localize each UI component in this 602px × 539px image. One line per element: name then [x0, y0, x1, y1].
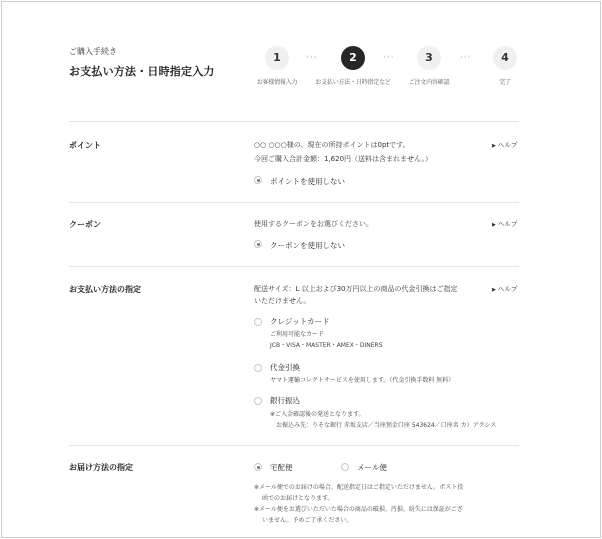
cod-sub1: ヤマト運輸コレクトサービスを使用します。（代金引換手数料 無料）	[270, 377, 455, 384]
cod-label[interactable]: 代金引換	[270, 363, 300, 372]
points-help-link[interactable]	[492, 140, 517, 149]
bank-transfer-account: お振込み先：りそな銀行 赤坂支店／当座預金口座 543624／口座名 カ）アクシス	[276, 422, 497, 429]
coupon-instruction-text: 使用するクーポンをお選びください。	[254, 220, 373, 228]
step-4-number: 4	[493, 46, 517, 70]
takuhaibin-label[interactable]: 宅配便	[270, 463, 293, 472]
help-label: ヘルプ	[497, 220, 518, 228]
bank-transfer-radio[interactable]	[254, 397, 262, 405]
bank-transfer-sub1: ※ご入金確認後の発送となります。	[270, 411, 365, 418]
step-2-number: 2	[341, 46, 365, 70]
takuhaibin-radio[interactable]	[254, 463, 262, 471]
step-arrow-icon: ›››	[460, 53, 472, 61]
divider	[69, 445, 519, 446]
page-subtitle: ご購入手続き	[69, 47, 117, 56]
coupon-no-use-label[interactable]: クーポンを使用しない	[270, 241, 345, 250]
delivery-note-line2: 函でのお届けとなります。	[262, 495, 334, 502]
credit-card-label[interactable]: クレジットカード	[270, 317, 330, 326]
triangle-right-icon: ▶	[492, 143, 496, 149]
triangle-right-icon: ▶	[492, 287, 496, 293]
cod-radio[interactable]	[254, 364, 262, 372]
step-3-label: ご注文内容確認	[408, 79, 450, 86]
step-1-number: 1	[265, 46, 289, 70]
points-total-text: 今回ご購入合計金額：1,620円（送料は含まれません。）	[254, 155, 432, 163]
step-3	[389, 46, 472, 86]
page-title: お支払い方法・日時指定入力	[69, 65, 215, 78]
delivery-section-label: お届け方法の指定	[69, 463, 133, 472]
points-no-use-label[interactable]: ポイントを使用しない	[270, 177, 345, 186]
step-arrow-icon: ›››	[306, 53, 318, 61]
help-label: ヘルプ	[497, 141, 518, 149]
payment-note-line2: いただけません。	[254, 297, 311, 305]
credit-card-brands: JCB・VISA・MASTER・AMEX・DINERS	[270, 342, 383, 349]
step-1	[237, 46, 317, 86]
mail-delivery-radio[interactable]	[341, 463, 349, 471]
step-2	[313, 46, 393, 86]
payment-help-link[interactable]	[492, 284, 517, 293]
help-label: ヘルプ	[497, 285, 518, 293]
step-2-label: お支払い方法・日時指定など	[315, 79, 391, 86]
payment-section-label: お支払い方法の指定	[69, 285, 141, 294]
credit-card-radio[interactable]	[254, 318, 262, 326]
step-4-label: 完了	[499, 79, 511, 86]
delivery-note-line4: いません。予めご了承ください。	[262, 517, 353, 524]
step-3-number: 3	[417, 46, 441, 70]
points-balance-text: ○○ ○○○様の、現在の所持ポイントは0ptです。	[254, 141, 410, 149]
step-4	[465, 46, 545, 86]
coupon-section-label: クーポン	[69, 220, 101, 229]
step-1-label: お客様情報入力	[256, 79, 298, 86]
coupon-no-use-radio[interactable]	[254, 240, 262, 248]
triangle-right-icon: ▶	[492, 222, 496, 228]
divider	[69, 266, 519, 267]
credit-card-sub1: ご利用可能なカード	[270, 331, 325, 338]
points-section-label: ポイント	[69, 141, 101, 150]
delivery-note-line3: ※メール便をお選びいただいた場合の商品の破損、汚損、紛失には保証がござ	[254, 506, 463, 513]
divider	[69, 202, 519, 203]
mail-delivery-label[interactable]: メール便	[357, 463, 387, 472]
bank-transfer-label[interactable]: 銀行振込	[270, 396, 300, 405]
divider	[69, 121, 519, 122]
coupon-help-link[interactable]	[492, 219, 517, 228]
step-arrow-icon: ›››	[383, 53, 395, 61]
points-no-use-radio[interactable]	[254, 176, 262, 184]
payment-note-line1: 配送サイズ：L 以上および30万円以上の商品の代金引換はご指定	[254, 285, 458, 293]
delivery-note-line1: ※メール便でのお届けの場合、配送指定日はご指定いただけません。ポスト投	[254, 484, 464, 491]
